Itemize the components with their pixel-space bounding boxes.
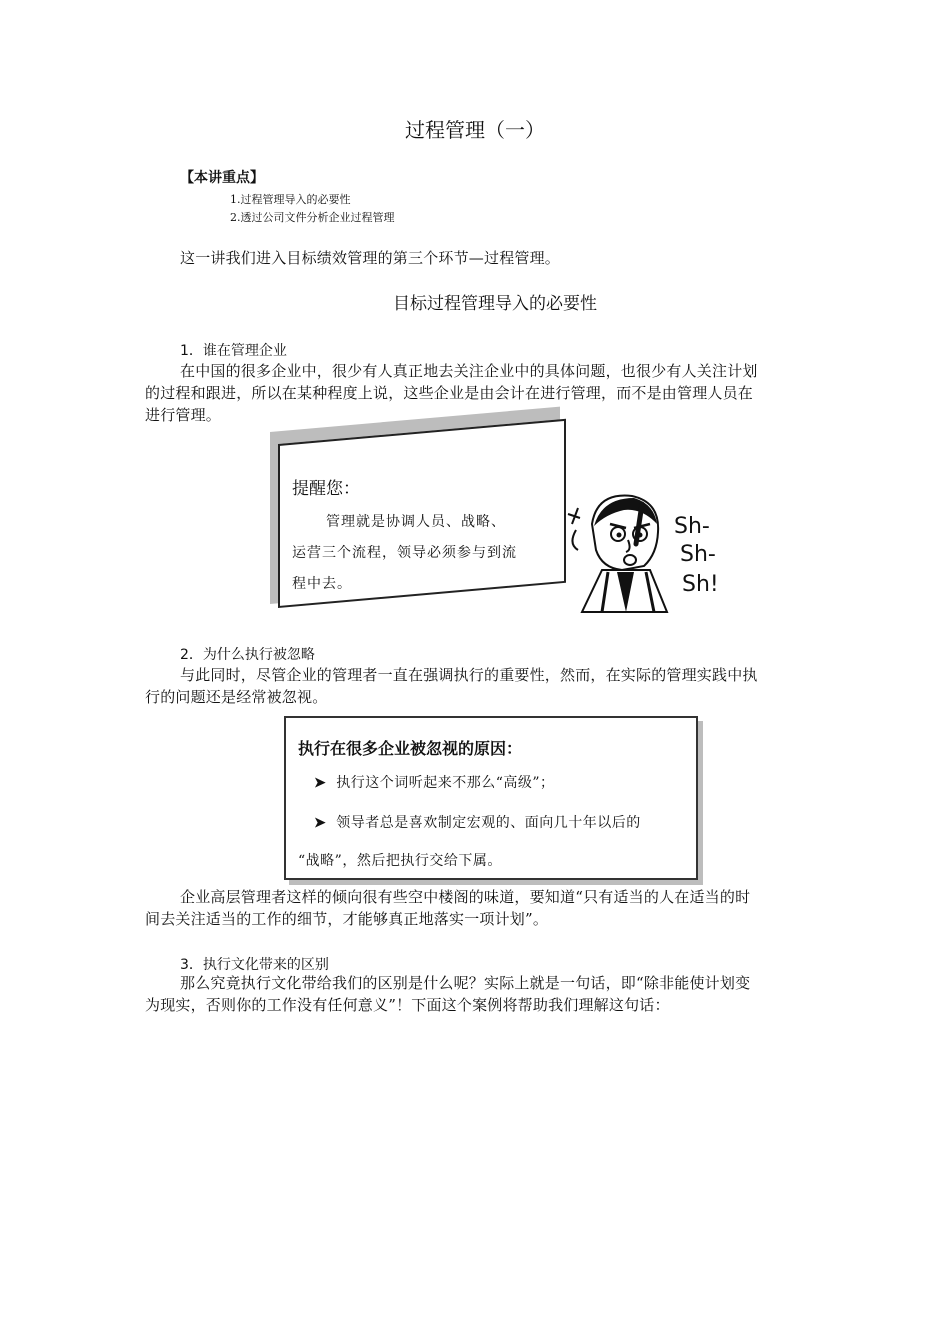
reasons-box [284, 716, 698, 880]
paragraph-line: 间去关注适当的工作的细节，才能够真正地落实一项计划”。 [145, 910, 549, 928]
paragraph-line: 为现实，否则你的工作没有任何意义”！下面这个案例将帮助我们理解这句话： [145, 996, 670, 1014]
paragraph-line: 行的问题还是经常被忽视。 [145, 688, 328, 706]
paragraph-line: 企业高层管理者这样的倾向很有些空中楼阁的味道，要知道“只有适当的人在适当的时 [180, 888, 751, 906]
reasons-figure [280, 710, 704, 882]
paragraph-line: 在中国的很多企业中，很少有人真正地去关注企业中的具体问题，也很少有人关注计划 [180, 362, 758, 380]
key-points-label: 【本讲重点】 [180, 170, 264, 186]
reasons-title: 执行在很多企业被忽视的原因： [298, 739, 523, 758]
reason-bullet [314, 812, 641, 832]
key-point-item: 2.透过公司文件分析企业过程管理 [230, 211, 395, 224]
shh-text: Sh! [682, 572, 719, 597]
shh-text: Sh- [680, 542, 716, 567]
paragraph-line: 与此同时，尽管企业的管理者一直在强调执行的重要性，然而，在实际的管理实践中执 [180, 666, 758, 684]
note-line: 管理就是协调人员、战略、 [326, 514, 506, 530]
note-heading: 提醒您： [292, 479, 360, 499]
arrow-bullet-icon: ➤ [314, 775, 327, 791]
page-title: 过程管理（一） [405, 118, 545, 142]
cartoon-man-icon [562, 484, 672, 614]
reason-text-continued: “战略”，然后把执行交给下属。 [298, 853, 502, 869]
reason-bullet [314, 772, 555, 792]
section-heading: 1．谁在管理企业 [180, 343, 287, 359]
paragraph-line: 进行管理。 [145, 406, 222, 424]
reason-text: 执行这个词听起来不那么“高级”； [336, 775, 555, 791]
section-heading: 3．执行文化带来的区别 [180, 957, 329, 973]
note-line: 程中去。 [292, 576, 352, 592]
reason-text: 领导者总是喜欢制定宏观的、面向几十年以后的 [336, 815, 641, 831]
section-title: 目标过程管理导入的必要性 [393, 294, 597, 314]
note-line: 运营三个流程，领导必须参与到流 [292, 545, 517, 561]
arrow-bullet-icon: ➤ [314, 815, 327, 831]
intro-paragraph: 这一讲我们进入目标绩效管理的第三个环节—过程管理。 [180, 249, 561, 267]
paragraph-line: 那么究竟执行文化带给我们的区别是什么呢？实际上就是一句话，即“除非能使计划变 [180, 974, 751, 992]
note-text [292, 474, 562, 600]
reminder-figure [262, 422, 722, 620]
key-point-item: 1.过程管理导入的必要性 [230, 193, 351, 206]
paragraph-line: 的过程和跟进，所以在某种程度上说，这些企业是由会计在进行管理，而不是由管理人员在 [145, 384, 754, 402]
shh-text: Sh- [674, 514, 710, 539]
section-heading: 2．为什么执行被忽略 [180, 647, 315, 663]
